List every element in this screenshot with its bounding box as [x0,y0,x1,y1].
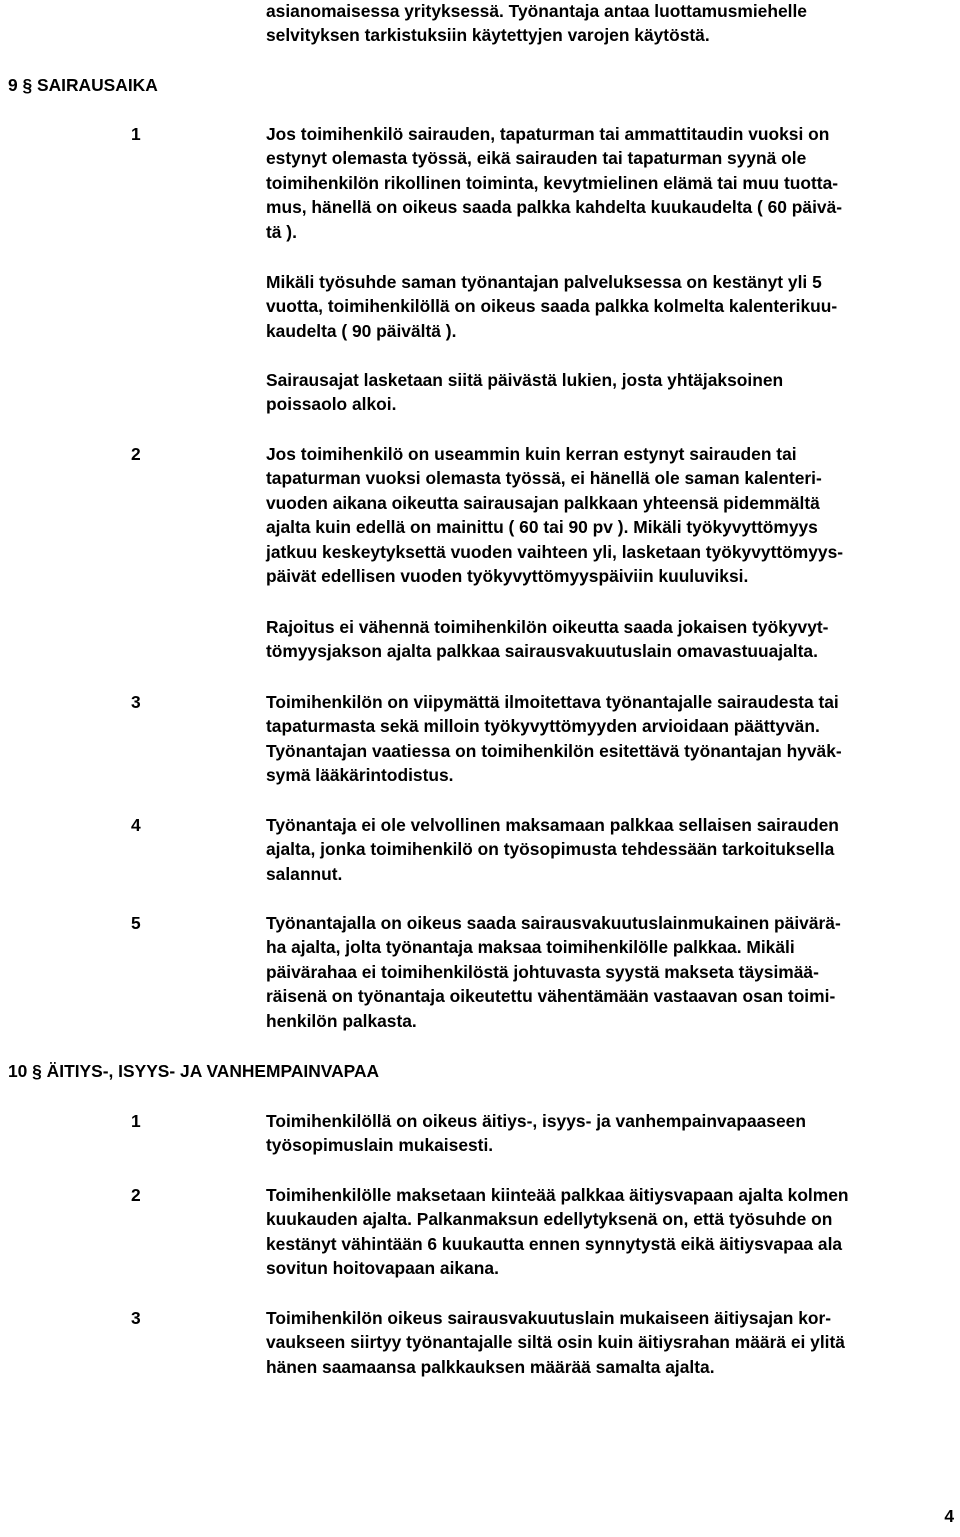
text-line: vaukseen siirtyy työnantajalle siltä osin kuin äitiysrahan määrä ei ylitä [266,1332,845,1353]
item-number: 5 [131,913,141,933]
text-line: räisenä on työnantaja oikeutettu vähentämään vastaavan osan toimi- [266,986,836,1007]
item-number: 1 [131,124,141,144]
text-line: Työnantajalla on oikeus saada sairausvakuutuslainmukainen päivärä- [266,913,841,933]
text-line: Jos toimihenkilö sairauden, tapaturman tai ammattitaudin vuoksi on [266,124,830,144]
text-line: tä ). [266,221,297,242]
text-line: selvityksen tarkistuksiin käytettyjen varojen käytöstä. [266,25,710,46]
item-number: 2 [131,444,141,464]
text-line: Mikäli työsuhde saman työnantajan palveluksessa on kestänyt yli 5 [266,272,822,292]
text-line: toimihenkilön rikollinen toiminta, kevytmielinen elämä tai muu tuotta- [266,172,839,193]
text-line: vuotta, toimihenkilöllä on oikeus saada palkka kolmelta kalenterikuu- [266,296,838,317]
text-line: asianomaisessa yrityksessä. Työnantaja antaa luottamusmiehelle [266,1,807,21]
text-line: Työnantaja ei ole velvollinen maksamaan palkkaa sellaisen sairauden [266,815,839,835]
text-line: kaudelta ( 90 päivältä ). [266,320,457,341]
text-line: ha ajalta, jolta työnantaja maksaa toimihenkilölle palkkaa. Mikäli [266,937,795,958]
paragraph [266,368,783,417]
paragraph [266,690,842,788]
paragraph [266,1183,849,1281]
text-line: mus, hänellä on oikeus saada palkka kahdelta kuukaudelta ( 60 päivä- [266,197,843,218]
continuation-paragraph [266,0,807,48]
item-number: 4 [131,815,141,835]
text-line: päivärahaa ei toimihenkilöstä johtuvasta syystä makseta täysimää- [266,961,819,982]
item-number: 2 [131,1185,141,1205]
text-line: Rajoitus ei vähennä toimihenkilön oikeutta saada jokaisen työkyvyt- [266,617,829,637]
paragraph [266,911,841,1033]
item-number: 3 [131,1308,141,1328]
text-line: salannut. [266,863,343,884]
text-line: symä lääkärintodistus. [266,765,454,786]
text-line: vuoden aikana oikeutta sairausajan palkkaan yhteensä pidemmältä [266,492,820,513]
paragraph [266,615,828,664]
text-line: kuukauden ajalta. Palkanmaksun edellytyksenä on, että työsuhde on [266,1209,833,1230]
text-line: tapaturman vuoksi olemasta työssä, ei hänellä ole saman kalenteri- [266,468,822,489]
text-line: sovitun hoitovapaan aikana. [266,1258,499,1279]
text-line: Työnantajan vaatiessa on toimihenkilön esitettävä työnantajan hyväk- [266,740,842,761]
paragraph [266,813,839,886]
item-number: 1 [131,1111,141,1131]
text-line: Sairausajat lasketaan siitä päivästä lukien, josta yhtäjaksoinen [266,370,784,390]
text-line: Jos toimihenkilö on useammin kuin kerran estynyt sairauden tai [266,444,797,464]
paragraph [266,1109,806,1158]
paragraph [266,122,842,244]
text-line: ajalta, jonka toimihenkilö on työsopimusta tehdessään tarkoituksella [266,839,835,860]
text-line: tömyysjakson ajalta palkkaa sairausvakuutuslain omavastuuajalta. [266,641,818,662]
text-line: poissaolo alkoi. [266,394,397,415]
text-line: estynyt olemasta työssä, eikä sairauden tai tapaturman syynä ole [266,148,807,169]
paragraph [266,1306,845,1379]
text-line: kestänyt vähintään 6 kuukautta ennen synnytystä eikä äitiysvapaa ala [266,1233,843,1254]
text-line: hänen saamaansa palkkauksen määrää samalta ajalta. [266,1356,715,1377]
text-line: työsopimuslain mukaisesti. [266,1135,494,1156]
item-number: 3 [131,692,141,712]
text-line: Toimihenkilön oikeus sairausvakuutuslain mukaiseen äitiysajan kor- [266,1308,832,1328]
text-line: päivät edellisen vuoden työkyvyttömyyspäiviin kuuluviksi. [266,565,749,586]
page-number: 4 [944,1506,954,1526]
paragraph [266,270,837,343]
text-line: jatkuu keskeytyksettä vuoden vaihteen yli, lasketaan työkyvyttömyys- [266,541,844,562]
section-10-heading: 10 § ÄITIYS-, ISYYS- JA VANHEMPAINVAPAA [8,1061,380,1081]
text-line: Toimihenkilölle maksetaan kiinteää palkkaa äitiysvapaan ajalta kolmen [266,1185,849,1205]
section-9-heading: 9 § SAIRAUSAIKA [8,75,158,95]
text-line: Toimihenkilöllä on oikeus äitiys-, isyys- ja vanhempainvapaaseen [266,1111,806,1131]
paragraph [266,442,843,588]
text-line: tapaturmasta sekä milloin työkyvyttömyyden arvioidaan päättyvän. [266,716,820,737]
text-line: ajalta kuin edellä on mainittu ( 60 tai 90 pv ). Mikäli työkyvyttömyys [266,517,818,538]
text-line: Toimihenkilön on viipymättä ilmoitettava työnantajalle sairaudesta tai [266,692,839,712]
text-line: henkilön palkasta. [266,1010,417,1031]
